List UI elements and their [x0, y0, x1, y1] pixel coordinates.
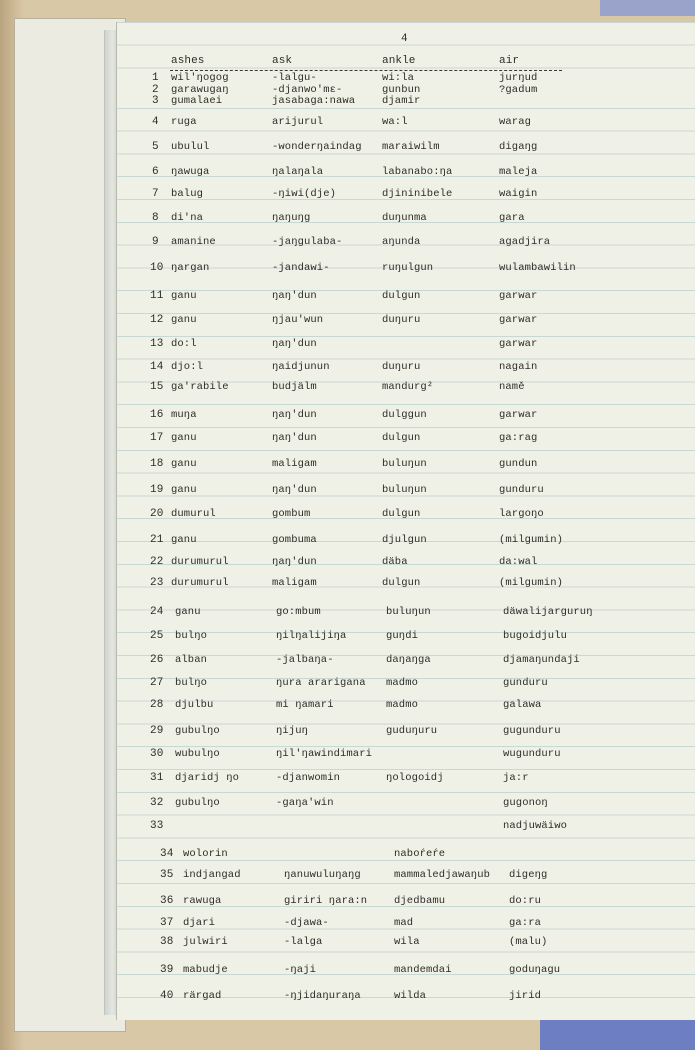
- cell-ask: ŋaŋ'dun: [272, 409, 317, 421]
- row-number: 15: [150, 381, 164, 393]
- cell-ask: -jandawi-: [272, 262, 330, 274]
- cell-air: gugunduru: [503, 725, 561, 737]
- cell-ask: -ŋiwi(dje): [272, 188, 337, 200]
- cell-ashes: wil'ŋogog: [171, 72, 229, 84]
- cell-ankle: djedbamu: [394, 895, 446, 907]
- row-number: 20: [150, 508, 164, 520]
- cell-ask: ŋilŋalijiŋa: [276, 630, 347, 642]
- cell-air: largoŋo: [499, 508, 544, 520]
- cell-air: gundun: [499, 458, 538, 470]
- cell-ask: -ŋjidaŋuraŋa: [284, 990, 361, 1002]
- cell-ankle: wi:la: [382, 72, 415, 84]
- row-number: 27: [150, 677, 164, 689]
- cell-ask: -lalga: [284, 936, 323, 948]
- cell-air: nadjuwäiwo: [503, 820, 568, 832]
- cell-air: däwalijarguruŋ: [503, 606, 593, 618]
- cell-ankle: dulgun: [382, 290, 421, 302]
- cell-ask: ŋura ararigana: [276, 677, 366, 689]
- cell-ankle: maraiwilm: [382, 141, 440, 153]
- cell-ankle: duŋunma: [382, 212, 427, 224]
- cell-ashes: ŋargan: [171, 262, 210, 274]
- cell-ankle: madmo: [386, 677, 419, 689]
- cell-air: garwar: [499, 338, 538, 350]
- cell-ankle: wilda: [394, 990, 427, 1002]
- cell-ankle: buluŋun: [382, 458, 427, 470]
- cell-ashes: julwiri: [183, 936, 228, 948]
- cell-ask: ŋanuwuluŋaŋg: [284, 869, 361, 881]
- row-number: 25: [150, 630, 164, 642]
- cell-ask: ŋaŋ'dun: [272, 290, 317, 302]
- cell-ankle: djininibele: [382, 188, 453, 200]
- cell-air: goduŋagu: [509, 964, 561, 976]
- cell-ashes: ganu: [171, 290, 197, 302]
- row-number: 19: [150, 484, 164, 496]
- cell-air: agadjira: [499, 236, 551, 248]
- cell-ask: -djanwomin: [276, 772, 341, 784]
- cell-air: ?gadum: [499, 84, 538, 96]
- cell-ankle: mad: [394, 917, 414, 929]
- cell-ask: -jalbaŋa-: [276, 654, 334, 666]
- row-number: 7: [152, 188, 159, 200]
- row-number: 23: [150, 577, 164, 589]
- cell-ankle: naboŕeŕe: [394, 848, 446, 860]
- cell-ankle: gunbun: [382, 84, 421, 96]
- cell-ankle: buluŋun: [382, 484, 427, 496]
- cell-ask: gombuma: [272, 534, 317, 546]
- cell-ashes: di'na: [171, 212, 204, 224]
- cell-ashes: amanine: [171, 236, 216, 248]
- cell-ankle: mandemdai: [394, 964, 452, 976]
- row-number: 31: [150, 772, 164, 784]
- cell-ask: budjälm: [272, 381, 317, 393]
- cell-ask: arijurul: [272, 116, 324, 128]
- row-number: 32: [150, 797, 164, 809]
- cell-ankle: guŋdi: [386, 630, 419, 642]
- row-number: 14: [150, 361, 164, 373]
- cell-ashes: gubulŋo: [175, 797, 220, 809]
- row-number: 39: [160, 964, 174, 976]
- cell-ankle: mammaledjawaŋub: [394, 869, 491, 881]
- cell-air: nagain: [499, 361, 538, 373]
- cell-ask: -gaŋa'win: [276, 797, 334, 809]
- cell-ashes: dumurul: [171, 508, 216, 520]
- cell-ask: -djanwo'mɛ-: [272, 84, 343, 96]
- row-number: 40: [160, 990, 174, 1002]
- column-header-ask: ask: [272, 55, 293, 67]
- cell-ask: ŋalaŋala: [272, 166, 324, 178]
- row-number: 6: [152, 166, 159, 178]
- cell-air: bugoidjulu: [503, 630, 568, 642]
- cell-ashes: ganu: [171, 534, 197, 546]
- cell-air: waigin: [499, 188, 538, 200]
- blue-binding-edge: [600, 0, 695, 16]
- cell-air: garwar: [499, 409, 538, 421]
- cell-ashes: rawuga: [183, 895, 222, 907]
- row-number: 10: [150, 262, 164, 274]
- cell-ankle: duŋuru: [382, 314, 421, 326]
- cell-air: gara: [499, 212, 525, 224]
- cell-ashes: wolorin: [183, 848, 228, 860]
- cell-ask: ŋijuŋ: [276, 725, 309, 737]
- cell-ashes: ganu: [171, 458, 197, 470]
- cell-ashes: ganu: [171, 314, 197, 326]
- cell-ask: go:mbum: [276, 606, 321, 618]
- row-number: 22: [150, 556, 164, 568]
- cell-ankle: dulgun: [382, 508, 421, 520]
- cell-air: (milgumin): [499, 534, 564, 546]
- cell-ankle: ŋologoidj: [386, 772, 444, 784]
- cell-ashes: bulŋo: [175, 677, 208, 689]
- cell-ankle: wa:l: [382, 116, 408, 128]
- row-number: 12: [150, 314, 164, 326]
- cell-ashes: ganu: [175, 606, 201, 618]
- cell-ashes: durumurul: [171, 556, 229, 568]
- cell-air: gugonoŋ: [503, 797, 548, 809]
- cell-air: wulambawilin: [499, 262, 576, 274]
- row-number: 8: [152, 212, 159, 224]
- cell-ankle: labanabo:ŋa: [382, 166, 453, 178]
- row-number: 13: [150, 338, 164, 350]
- cell-ashes: balug: [171, 188, 204, 200]
- cell-air: digaŋg: [499, 141, 538, 153]
- cell-ankle: dulggun: [382, 409, 427, 421]
- cell-ask: ŋil'ŋawindimari: [276, 748, 373, 760]
- row-number: 4: [152, 116, 159, 128]
- cell-air: djamaŋundaji: [503, 654, 580, 666]
- cell-ashes: garawugaŋ: [171, 84, 229, 96]
- cell-ask: gombum: [272, 508, 311, 520]
- cell-air: gunduru: [503, 677, 548, 689]
- cell-air: garwar: [499, 314, 538, 326]
- cell-air: ga:rag: [499, 432, 538, 444]
- cell-ashes: ubulul: [171, 141, 210, 153]
- cell-ankle: mandurg²: [382, 381, 434, 393]
- cell-ask: ŋaŋ'dun: [272, 338, 317, 350]
- cell-ashes: gubulŋo: [175, 725, 220, 737]
- row-number: 35: [160, 869, 174, 881]
- cell-air: galawa: [503, 699, 542, 711]
- row-number: 38: [160, 936, 174, 948]
- cell-ashes: ganu: [171, 432, 197, 444]
- cell-ashes: indjangad: [183, 869, 241, 881]
- cell-ankle: madmo: [386, 699, 419, 711]
- cell-ankle: dulgun: [382, 577, 421, 589]
- cell-ask: jasabaga:nawa: [272, 95, 356, 107]
- cell-ashes: djaridj ŋo: [175, 772, 240, 784]
- cell-ankle: djamir: [382, 95, 421, 107]
- cell-ask: maligam: [272, 458, 317, 470]
- row-number: 29: [150, 725, 164, 737]
- cell-ashes: ga'rabile: [171, 381, 229, 393]
- cell-air: wugunduru: [503, 748, 561, 760]
- row-number: 34: [160, 848, 174, 860]
- page-number: 4: [401, 33, 408, 45]
- cell-air: jirid: [509, 990, 542, 1002]
- column-header-air: air: [499, 55, 520, 67]
- cell-ask: -wonderŋaindag: [272, 141, 362, 153]
- cell-ashes: gumalaei: [171, 95, 223, 107]
- row-number: 17: [150, 432, 164, 444]
- cell-air: do:ru: [509, 895, 542, 907]
- row-number: 24: [150, 606, 164, 618]
- row-number: 18: [150, 458, 164, 470]
- row-number: 36: [160, 895, 174, 907]
- cell-ashes: djari: [183, 917, 216, 929]
- cell-air: ja:r: [503, 772, 529, 784]
- cell-air: jurŋud: [499, 72, 538, 84]
- cell-ashes: rärgad: [183, 990, 222, 1002]
- cell-ankle: daŋaŋga: [386, 654, 431, 666]
- row-number: 30: [150, 748, 164, 760]
- row-number: 33: [150, 820, 164, 832]
- row-number: 2: [152, 84, 159, 96]
- cell-ankle: däba: [382, 556, 408, 568]
- cell-ashes: bulŋo: [175, 630, 208, 642]
- cell-ask: -djawa-: [284, 917, 329, 929]
- cell-air: da:wal: [499, 556, 538, 568]
- cell-ask: maligam: [272, 577, 317, 589]
- row-number: 37: [160, 917, 174, 929]
- cell-air: maleja: [499, 166, 538, 178]
- cell-ask: ŋaidjunun: [272, 361, 330, 373]
- cell-air: (milgumin): [499, 577, 564, 589]
- cell-air: (malu): [509, 936, 548, 948]
- cell-ashes: alban: [175, 654, 208, 666]
- cell-ankle: guduŋuru: [386, 725, 438, 737]
- cell-ashes: mabudje: [183, 964, 228, 976]
- cell-air: gunduru: [499, 484, 544, 496]
- cell-air: warag: [499, 116, 532, 128]
- column-header-ashes: ashes: [171, 55, 205, 67]
- row-number: 1: [152, 72, 159, 84]
- row-number: 3: [152, 95, 159, 107]
- cell-ask: ŋaŋ'dun: [272, 432, 317, 444]
- cell-ashes: ganu: [171, 484, 197, 496]
- cell-ankle: dulgun: [382, 432, 421, 444]
- row-number: 28: [150, 699, 164, 711]
- cell-ashes: ruga: [171, 116, 197, 128]
- cell-ask: -lalgu-: [272, 72, 317, 84]
- row-number: 16: [150, 409, 164, 421]
- row-number: 26: [150, 654, 164, 666]
- cell-ask: ŋaŋ'dun: [272, 556, 317, 568]
- cell-air: garwar: [499, 290, 538, 302]
- cell-ask: giriri ŋara:n: [284, 895, 368, 907]
- cell-ashes: ŋawuga: [171, 166, 210, 178]
- cell-ask: ŋaŋuŋg: [272, 212, 311, 224]
- cell-ankle: duŋuru: [382, 361, 421, 373]
- cell-ask: mi ŋamari: [276, 699, 334, 711]
- row-number: 11: [150, 290, 164, 302]
- cell-air: ga:ra: [509, 917, 542, 929]
- cell-ashes: wubulŋo: [175, 748, 220, 760]
- cell-air: namě: [499, 381, 525, 393]
- cell-ankle: aŋunda: [382, 236, 421, 248]
- row-number: 21: [150, 534, 164, 546]
- cell-ashes: muŋa: [171, 409, 197, 421]
- header-dashed-rule: [170, 70, 562, 71]
- cell-ask: ŋjau'wun: [272, 314, 324, 326]
- cell-ankle: wila: [394, 936, 420, 948]
- column-header-ankle: ankle: [382, 55, 416, 67]
- cell-air: digeŋg: [509, 869, 548, 881]
- cell-ankle: ruŋulgun: [382, 262, 434, 274]
- row-number: 9: [152, 236, 159, 248]
- cell-ashes: durumurul: [171, 577, 229, 589]
- cell-ashes: do:l: [171, 338, 197, 350]
- cell-ask: -jaŋgulaba-: [272, 236, 343, 248]
- cell-ashes: djo:l: [171, 361, 204, 373]
- cell-ask: ŋaŋ'dun: [272, 484, 317, 496]
- row-number: 5: [152, 141, 159, 153]
- cell-ashes: djulbu: [175, 699, 214, 711]
- cell-ankle: buluŋun: [386, 606, 431, 618]
- cell-ask: -ŋaji: [284, 964, 317, 976]
- cell-ankle: djulgun: [382, 534, 427, 546]
